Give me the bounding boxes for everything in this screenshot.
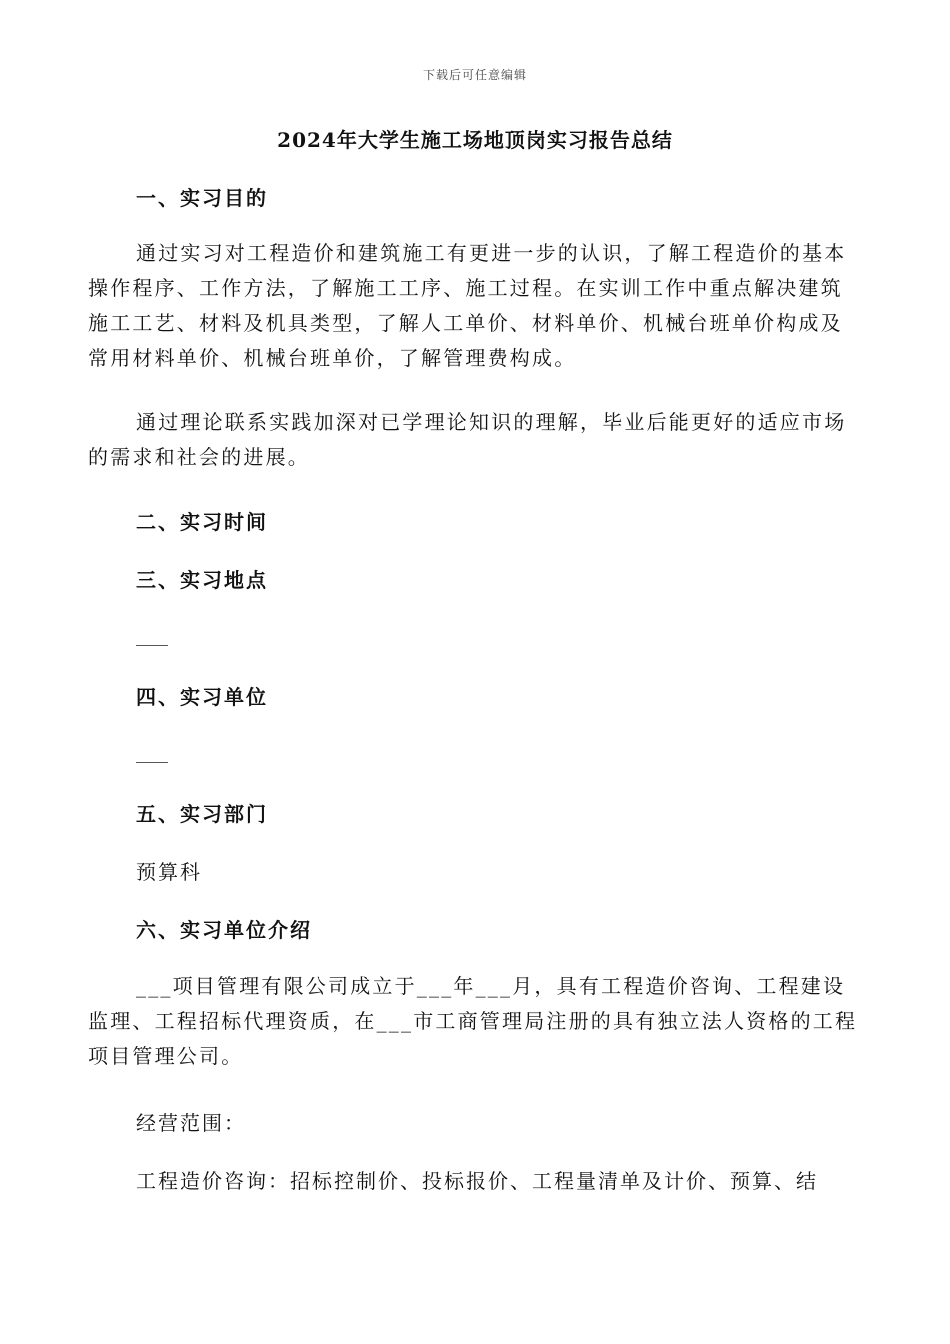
business-scope-text: 工程造价咨询：招标控制价、投标报价、工程量清单及计价、预算、结 bbox=[136, 1169, 818, 1193]
paragraph-purpose-1: 通过实习对工程造价和建筑施工有更进一步的认识，了解工程造价的基本操作程序、工作方法，了解施工工序、施工过程。在实训工作中重点解决建筑施工工艺、材料及机具类型，了解人工单价、材料单价、机械台班单价构成及常用材料单价、机械台班单价，了解管理费构成。 bbox=[88, 241, 847, 370]
paragraph-unit-intro: ___项目管理有限公司成立于___年___月，具有工程造价咨询、工程建设监理、工程招标代理资质，在___市工商管理局注册的具有独立法人资格的工程项目管理公司。 bbox=[88, 974, 858, 1068]
paragraph-purpose-2: 通过理论联系实践加深对已学理论知识的理解，毕业后能更好的适应市场的需求和社会的进展。 bbox=[88, 410, 847, 469]
section-heading-location: 三、实习地点 bbox=[136, 568, 268, 592]
section-heading-time: 二、实习时间 bbox=[136, 510, 268, 534]
section-heading-unit-intro: 六、实习单位介绍 bbox=[136, 918, 312, 942]
section-heading-purpose: 一、实习目的 bbox=[136, 186, 268, 210]
section-heading-unit: 四、实习单位 bbox=[136, 685, 268, 709]
header-note: 下载后可任意编辑 bbox=[422, 68, 527, 82]
blank-line-unit bbox=[136, 762, 168, 763]
blank-line-location bbox=[136, 645, 168, 646]
section-heading-department: 五、实习部门 bbox=[136, 802, 268, 826]
document-title: 2024年大学生施工场地顶岗实习报告总结 bbox=[277, 128, 673, 152]
department-value: 预算科 bbox=[136, 860, 202, 884]
business-scope-label: 经营范围： bbox=[136, 1111, 246, 1135]
